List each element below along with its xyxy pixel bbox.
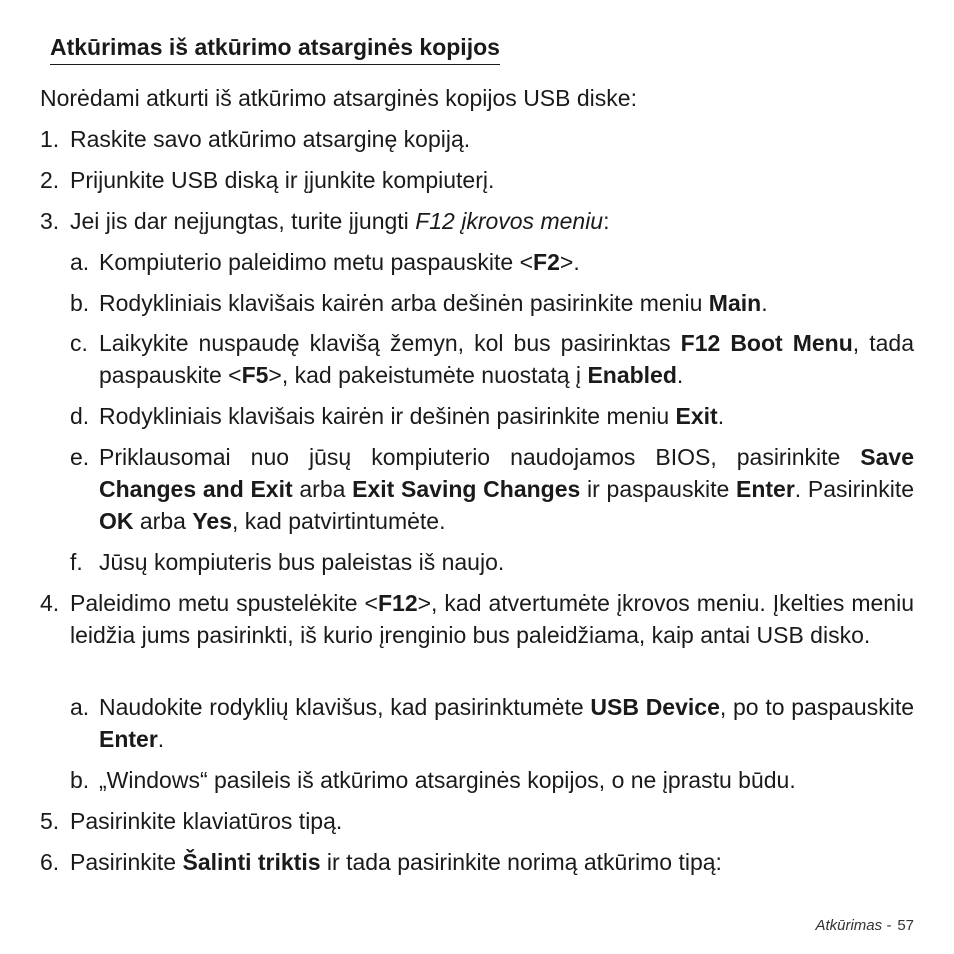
substep-letter: b. [70,767,90,793]
step-number: 1. [40,126,60,152]
step-3c [70,327,914,391]
key-name: Enter [736,476,795,502]
substep-text [99,441,914,537]
step-text [70,846,914,878]
page-footer [815,917,914,934]
key-name: F5 [241,362,269,388]
text-run: ir paspauskite [580,476,736,502]
step-5 [40,805,914,837]
substep-letter: b. [70,290,90,316]
menu-name: Main [708,290,762,316]
text-run: , po to paspauskite [719,694,915,720]
text-run: arba [133,508,193,534]
step-3a [70,246,914,278]
step-4 [40,587,914,651]
step-number: 4. [40,590,60,616]
substep-text [99,246,914,278]
option-name: Save Changes and Exit [99,444,914,502]
setting-value: Enabled [587,362,677,388]
text-run: Pasirinkite [70,849,183,875]
section-title: Atkūrimas iš atkūrimo atsarginės kopijos [50,31,500,65]
step-1 [40,123,914,155]
text-run: >. [559,249,580,275]
step-text: Prijunkite USB diską ir įjunkite kompiuterį. [70,167,495,193]
text-run: Jei jis dar neįjungtas, turite įjungti [70,208,416,234]
text-run: Naudokite rodyklių klavišus, kad pasirinktumėte [99,694,591,720]
option-name: Yes [192,508,232,534]
text-run: Rodykliniais klavišais kairėn arba dešinėn pasirinkite meniu [99,290,709,316]
text-run: arba [292,476,353,502]
text-run: . [717,403,725,429]
step-2 [40,164,914,196]
substep-text: Jūsų kompiuteris bus paleistas iš naujo. [99,549,505,575]
substep-text [99,691,914,755]
text-run: . [761,290,768,316]
page-number: 57 [897,917,914,934]
key-name: Enter [99,726,158,752]
step-text [70,587,914,651]
option-name: F12 Boot Menu [680,330,853,356]
text-run: . [157,726,165,752]
option-name: USB Device [590,694,720,720]
text-run: . [676,362,684,388]
substep-text [99,400,914,432]
step-3e [70,441,914,537]
step-4a [70,691,914,755]
substep-letter: d. [70,403,90,429]
substep-letter: e. [70,444,90,470]
text-run: >, kad pakeistumėte nuostatą į [268,362,588,388]
text-run: . Pasirinkite [794,476,915,502]
substep-letter: a. [70,694,90,720]
substep-text: „Windows“ pasileis iš atkūrimo atsarginės kopijos, o ne įprastu būdu. [99,767,796,793]
step-number: 3. [40,208,60,234]
substep-text [99,287,914,319]
text-run: : [603,208,610,234]
text-run: Laikykite nuspaudę klavišą žemyn, kol bus pasirinktas [99,330,681,356]
text-run: ir tada pasirinkite norimą atkūrimo tipą: [320,849,722,875]
step-3b [70,287,914,319]
substep-text [99,327,914,391]
step-text [70,205,914,237]
text-run: , kad patvirtintumėte. [231,508,446,534]
substep-letter: c. [70,330,88,356]
menu-name: Exit [675,403,718,429]
text-run: Kompiuterio paleidimo metu paspauskite < [99,249,534,275]
step-3d [70,400,914,432]
step-number: 5. [40,808,60,834]
step-number: 2. [40,167,60,193]
text-run: Rodykliniais klavišais kairėn ir dešinėn pasirinkite meniu [99,403,676,429]
step-number: 6. [40,849,60,875]
substep-letter: f. [70,549,83,575]
text-run: >, kad atvertumėte įkrovos meniu. Įkelties meniu leidžia jums pasirinkti, iš kurio įrenginio bus paleidžiama, kaip antai USB disko. [70,590,915,648]
step-4b [70,764,914,796]
option-name: OK [99,508,134,534]
option-name: Šalinti triktis [182,849,321,875]
step-6 [40,846,914,878]
step-text: Pasirinkite klaviatūros tipą. [70,808,343,834]
substep-letter: a. [70,249,90,275]
footer-section-name: Atkūrimas - [815,917,892,934]
key-name: F2 [533,249,560,275]
text-run: Paleidimo metu spustelėkite < [70,590,378,616]
step-text: Raskite savo atkūrimo atsarginę kopiją. [70,126,471,152]
key-name: F12 [377,590,418,616]
boot-menu-term: F12 įkrovos meniu [415,208,604,234]
option-name: Exit Saving Changes [352,476,581,502]
text-run: Priklausomai nuo jūsų kompiuterio naudojamos BIOS, pasirinkite [99,444,861,470]
text-run: , tada paspauskite < [99,330,914,388]
step-3 [40,205,914,237]
intro-paragraph: Norėdami atkurti iš atkūrimo atsarginės kopijos USB diske: [40,85,637,111]
step-3f [70,546,914,578]
